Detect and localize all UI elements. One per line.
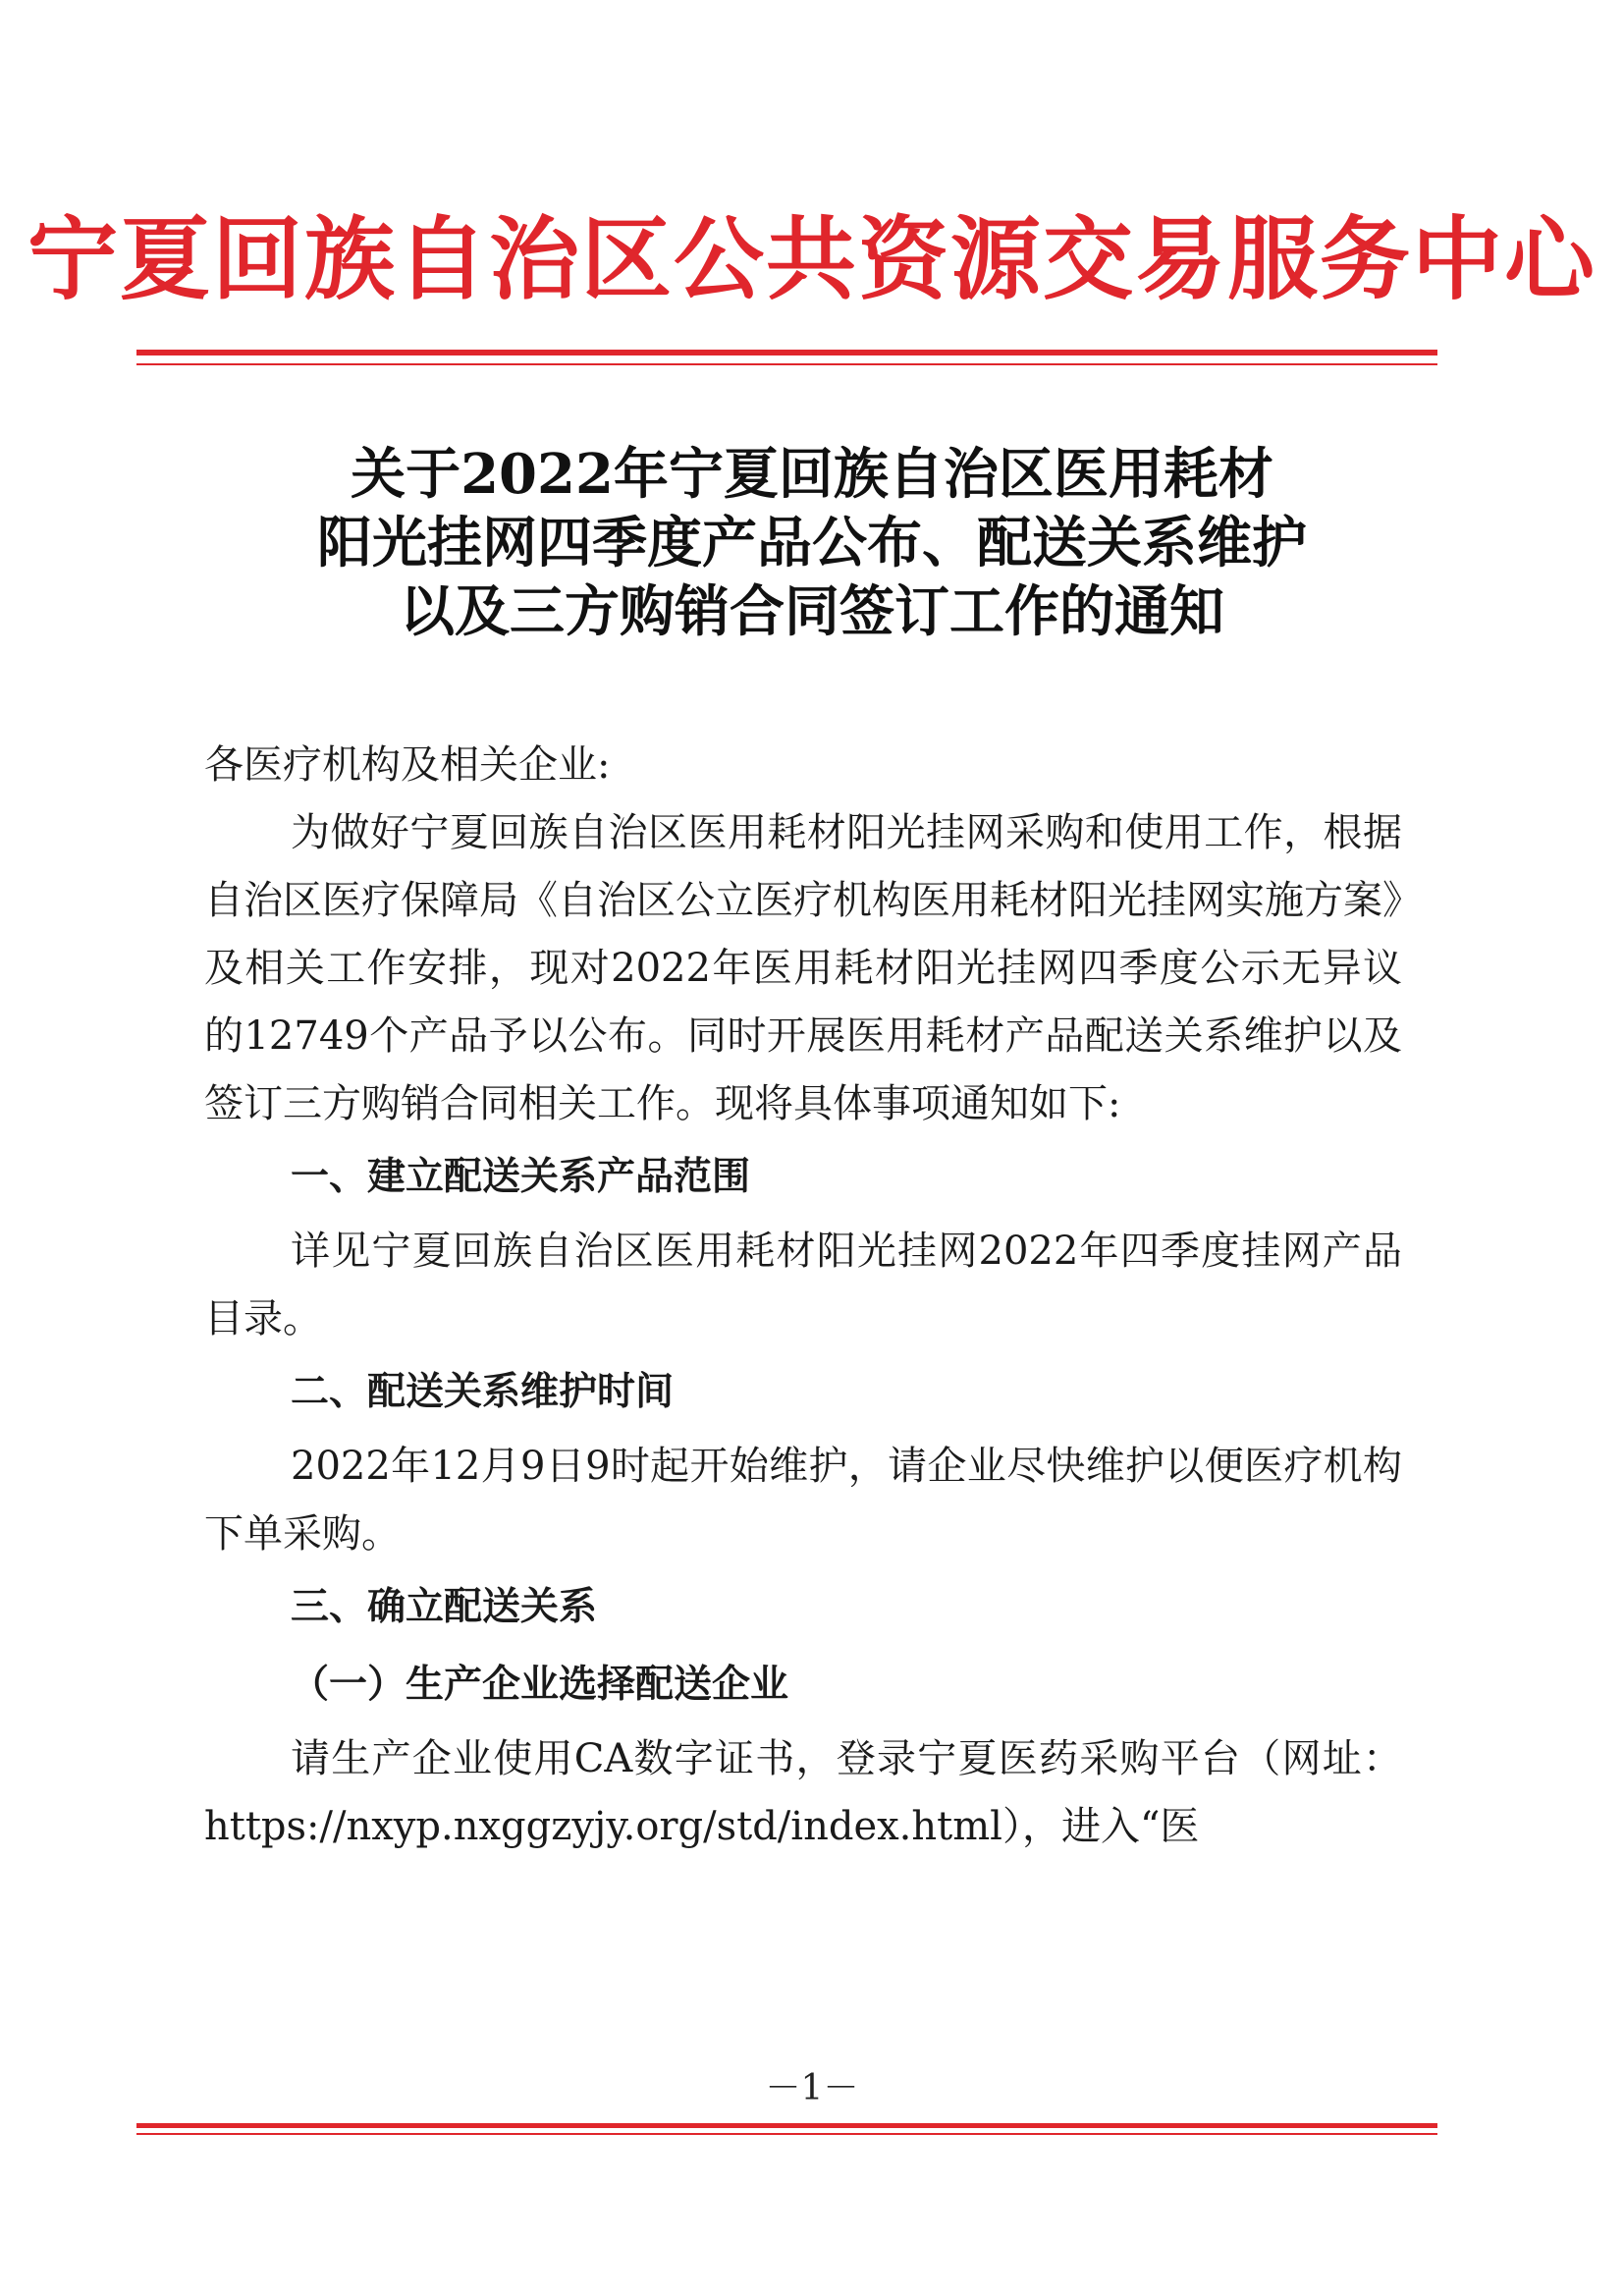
- page-number: －1－: [765, 2068, 859, 2108]
- footer-rule-thin: [136, 2133, 1437, 2135]
- section-3-subheading: （一）生产企业选择配送企业: [291, 1662, 789, 1707]
- notice-title-line-3: 以及三方购销合同签订工作的通知: [400, 579, 1224, 644]
- notice-body: [204, 732, 1402, 1861]
- section-2-heading: 二、配送关系维护时间: [291, 1370, 675, 1414]
- notice-title: [0, 440, 1624, 646]
- masthead-rule-thin: [136, 363, 1437, 365]
- section-3-heading: 三、确立配送关系: [291, 1585, 598, 1629]
- section-2-text: 2022年12月9日9时起开始维护，请企业尽快维护以便医疗机构下单采购。: [204, 1444, 1402, 1557]
- section-1-heading: 一、建立配送关系产品范围: [291, 1155, 751, 1199]
- notice-title-line-1: 关于2022年宁夏回族自治区医用耗材: [351, 442, 1273, 507]
- masthead-title: 宁夏回族自治区公共资源交易服务中心: [27, 207, 1597, 312]
- section-3-text: 请生产企业使用CA数字证书，登录宁夏医药采购平台（网址：https://nxyp.nxggzyjy.org/std/index.html），进入“医: [204, 1736, 1402, 1849]
- salutation: 各医疗机构及相关企业:: [204, 742, 611, 788]
- section-1-text: 详见宁夏回族自治区医用耗材阳光挂网2022年四季度挂网产品目录。: [204, 1229, 1402, 1341]
- masthead-rule-thick: [136, 350, 1437, 355]
- notice-title-line-2: 阳光挂网四季度产品公布、配送关系维护: [317, 511, 1307, 575]
- intro-paragraph: 为做好宁夏回族自治区医用耗材阳光挂网采购和使用工作，根据自治区医疗保障局《自治区公立医疗机构医用耗材阳光挂网实施方案》及相关工作安排，现对2022年医用耗材阳光挂网四季度公示无异议的12749个产品予以公布。同时开展医用耗材产品配送关系维护以及签订三方购销合同相关工作。现将具体事项通知如下:: [204, 810, 1402, 1126]
- footer-rule-thick: [136, 2123, 1437, 2128]
